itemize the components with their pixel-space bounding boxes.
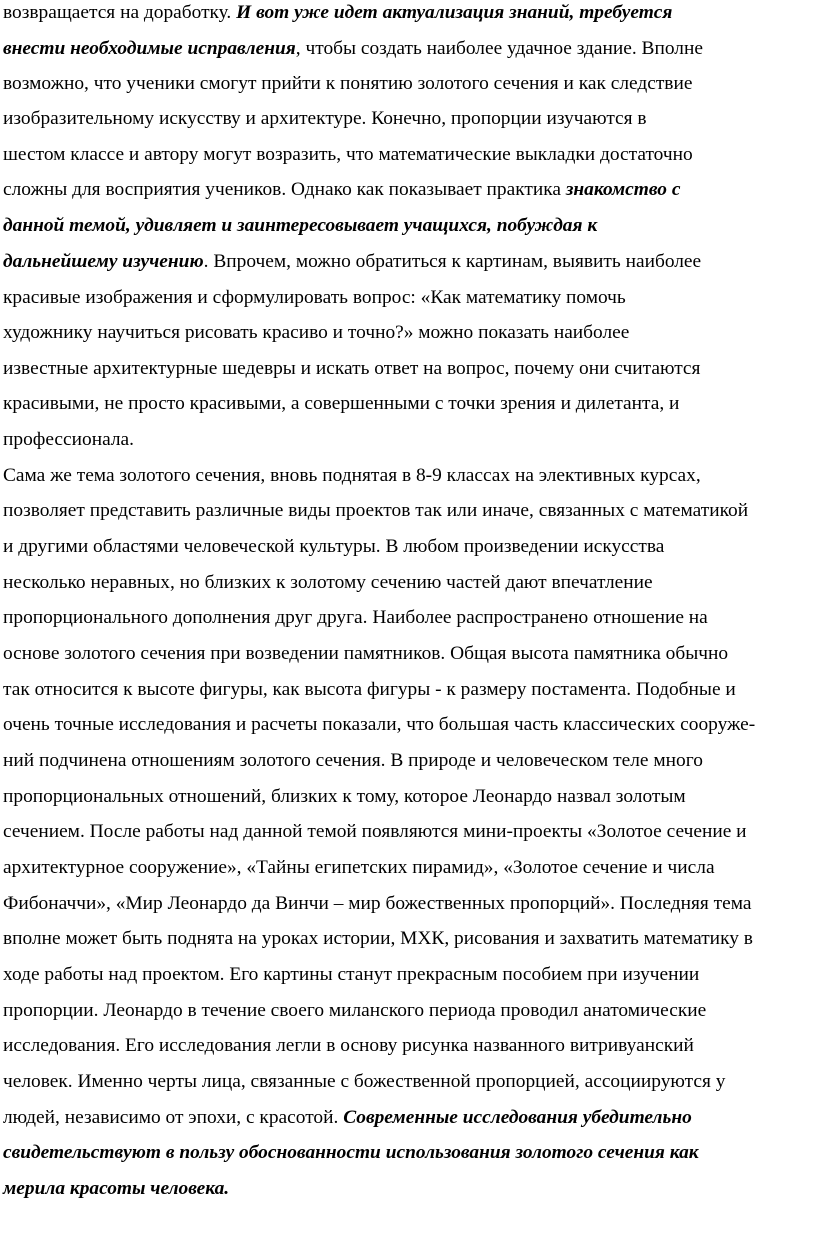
text-line: архитектурное сооружение», «Тайны египетских пирамид», «Золотое сечение и числа — [3, 857, 715, 878]
text-line: возможно, что ученики смогут прийти к понятию золотого сечения и как следствие — [3, 73, 693, 94]
text-line: так относится к высоте фигуры, как высота фигуры - к размеру постамента. Подобные и — [3, 679, 736, 700]
text-line: людей, независимо от эпохи, с красотой. Современные исследования убедительно — [3, 1107, 692, 1128]
text-line: сложны для восприятия учеников. Однако как показывает практика знакомство с — [3, 179, 681, 200]
text-line: дальнейшему изучению. Впрочем, можно обратиться к картинам, выявить наиболее — [3, 251, 702, 272]
text-line: пропорциональных отношений, близких к тому, которое Леонардо назвал золотым — [3, 786, 686, 807]
text-line: пропорционального дополнения друг друга. Наиболее распространено отношение на — [3, 607, 708, 628]
text-line: внести необходимые исправления, чтобы создать наиболее удачное здание. Вполне — [3, 38, 703, 59]
text-line: Сама же тема золотого сечения, вновь поднятая в 8-9 классах на элективных курсах, — [3, 465, 701, 486]
text-line: сечением. После работы над данной темой появляются мини-проекты «Золотое сечение и — [3, 821, 747, 842]
text-line: исследования. Его исследования легли в основу рисунка названного витривуанский — [3, 1035, 694, 1056]
text-line: очень точные исследования и расчеты показали, что большая часть классических сооруже- — [3, 714, 756, 735]
text-line: основе золотого сечения при возведении памятников. Общая высота памятника обычно — [3, 643, 729, 664]
text-line: красивыми, не просто красивыми, а совершенными с точки зрения и дилетанта, и — [3, 393, 680, 414]
text-line: вполне может быть поднята на уроках истории, МХК, рисования и захватить математику в — [3, 928, 753, 949]
emphasis: дальнейшему изучению — [3, 251, 204, 272]
text-line: художнику научиться рисовать красиво и точно?» можно показать наиболее — [3, 322, 630, 343]
text-line: Фибоначчи», «Мир Леонардо да Винчи – мир божественных пропорций». Последняя тема — [3, 893, 752, 914]
text-line-emphasis: данной темой, удивляет и заинтересовывает учащихся, побуждая к — [3, 215, 598, 236]
emphasis: И вот уже идет актуализация знаний, требуется — [236, 2, 673, 23]
text-line: позволяет представить различные виды проектов так или иначе, связанных с математикой — [3, 500, 749, 521]
text-line-emphasis: свидетельствуют в пользу обоснованности использования золотого сечения как — [3, 1142, 699, 1163]
text-line: профессионала. — [3, 429, 134, 450]
emphasis: Современные исследования убедительно — [343, 1107, 692, 1128]
text-line: ний подчинена отношениям золотого сечения. В природе и человеческом теле много — [3, 750, 703, 771]
text-line: шестом классе и автору могут возразить, что математические выкладки достаточно — [3, 144, 693, 165]
text-line: изобразительному искусству и архитектуре. Конечно, пропорции изучаются в — [3, 108, 647, 129]
emphasis: знакомство с — [565, 179, 681, 200]
text-line: возвращается на доработку. И вот уже идет актуализация знаний, требуется — [3, 2, 673, 23]
text-line: и другими областями человеческой культуры. В любом произведении искусства — [3, 536, 665, 557]
text-line: пропорции. Леонардо в течение своего миланского периода проводил анатомические — [3, 1000, 707, 1021]
text-line: известные архитектурные шедевры и искать ответ на вопрос, почему они считаются — [3, 358, 701, 379]
text-line: человек. Именно черты лица, связанные с божественной пропорцией, ассоциируются у — [3, 1071, 726, 1092]
emphasis: внести необходимые исправления — [3, 38, 296, 59]
text-line: ходе работы над проектом. Его картины станут прекрасным пособием при изучении — [3, 964, 700, 985]
text-line-emphasis: мерила красоты человека. — [3, 1178, 230, 1199]
text-line: несколько неравных, но близких к золотому сечению частей дают впечатление — [3, 572, 653, 593]
text-line: красивые изображения и сформулировать вопрос: «Как математику помочь — [3, 287, 626, 308]
